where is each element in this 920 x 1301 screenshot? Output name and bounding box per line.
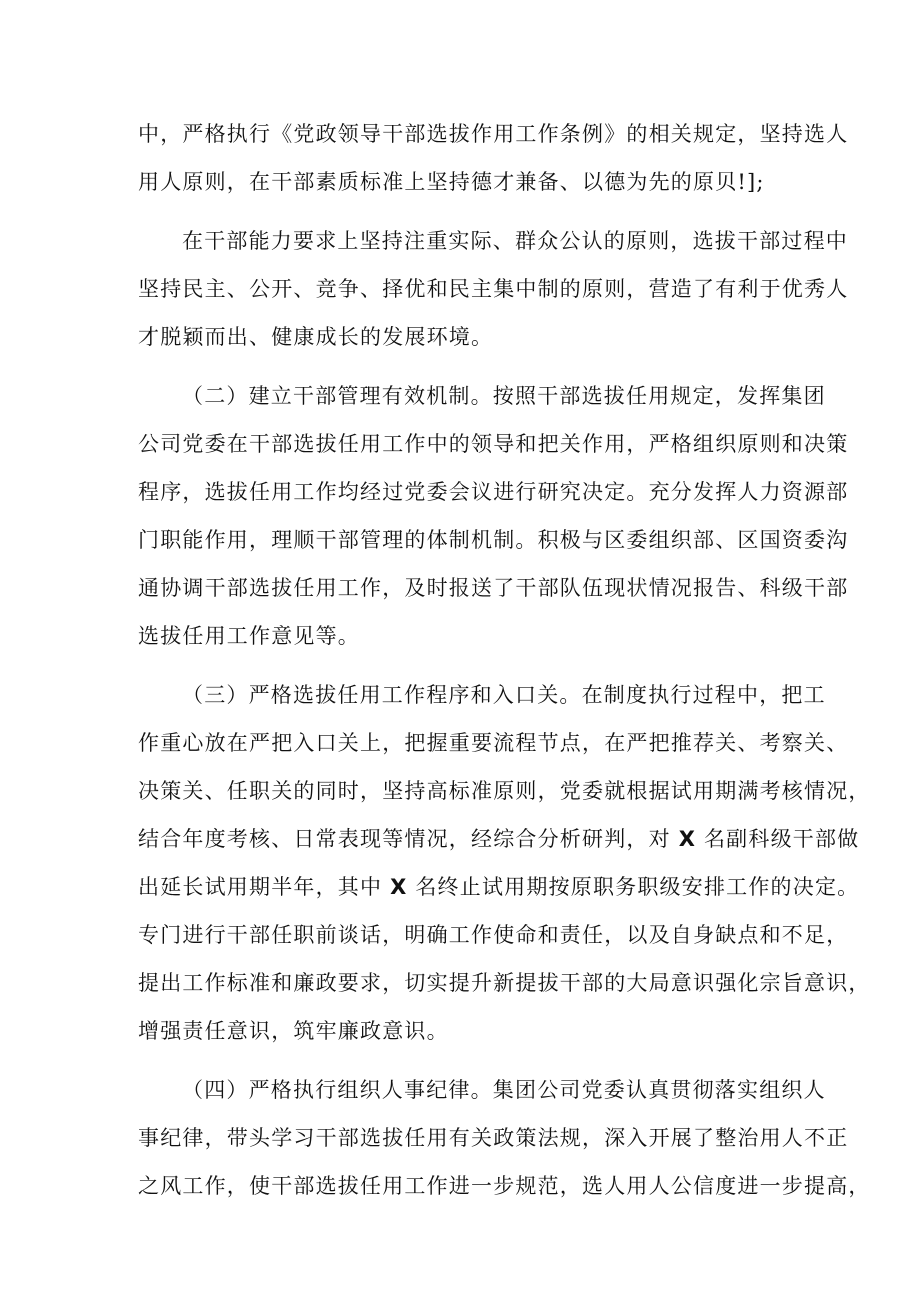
text-line: （四）严格执行组织人事纪律。集团公司党委认真贯彻落实组织人 bbox=[182, 1078, 826, 1102]
placeholder-count: X bbox=[678, 827, 697, 851]
text-line: 公司党委在干部选拔任用工作中的领导和把关作用，严格组织原则和决策 bbox=[138, 432, 849, 456]
text-line: 之风工作，使干部选拔任用工作进一步规范，选人用人公信度进一步提高， bbox=[138, 1174, 871, 1198]
text-line: （三）严格选拔任用工作程序和入口关。在制度执行过程中，把工 bbox=[182, 683, 826, 707]
text-line: 提出工作标准和廉政要求，切实提升新提拔干部的大局意识强化宗旨意识， bbox=[138, 971, 871, 995]
text-line: 在干部能力要求上坚持注重实际、群众公认的原则，选拔干部过程中 bbox=[182, 229, 848, 253]
document-body bbox=[138, 110, 871, 1210]
text-line: 专门进行干部任职前谈话，明确工作使命和责任，以及自身缺点和不足， bbox=[138, 923, 849, 947]
text-line: 坚持民主、公开、竞争、择优和民主集中制的原则，营造了有利于优秀人 bbox=[138, 277, 849, 301]
text-line: 决策关、任职关的同时，坚持高标准原则，党委就根据试用期满考核情况， bbox=[138, 779, 871, 803]
text-segment: 名副科级干部做 bbox=[696, 827, 860, 851]
text-line: 增强责任意识，筑牢廉政意识。 bbox=[138, 1019, 449, 1043]
paragraph-4 bbox=[138, 671, 871, 1055]
text-line bbox=[138, 815, 860, 863]
paragraph-3 bbox=[138, 372, 849, 660]
placeholder-count: X bbox=[390, 875, 408, 899]
text-segment: 结合年度考核、日常表现等情况，经综合分析研判，对 bbox=[138, 827, 679, 851]
text-line: 程序，选拔任用工作均经过党委会议进行研究决定。充分发挥人力资源部 bbox=[138, 480, 849, 504]
text-line: 中，严格执行《党政领导干部选拔作用工作条例》的相关规定，坚持选人 bbox=[138, 122, 849, 146]
paragraph-2 bbox=[138, 217, 849, 361]
paragraph-5 bbox=[138, 1066, 871, 1210]
text-line bbox=[138, 863, 860, 911]
text-line: 用人原则，在干部素质标准上坚持德才兼备、以德为先的原贝!]; bbox=[138, 170, 765, 194]
text-line: 通协调干部选拔任用工作，及时报送了干部队伍现状情况报告、科级干部 bbox=[138, 576, 849, 600]
text-line: 才脱颖而出、健康成长的发展环境。 bbox=[138, 325, 494, 349]
text-line: 门职能作用，理顺干部管理的体制机制。积极与区委组织部、区国资委沟 bbox=[138, 528, 849, 552]
text-line: 事纪律，带头学习干部选拔任用有关政策法规，深入开展了整治用人不正 bbox=[138, 1126, 849, 1150]
text-line: （二）建立干部管理有效机制。按照干部选拔任用规定，发挥集团 bbox=[182, 384, 826, 408]
text-line: 选拔任用工作意见等。 bbox=[138, 624, 360, 648]
text-segment: 名终止试用期按原职务职级安排工作的决定。 bbox=[407, 875, 860, 899]
text-segment: 出延长试用期半年，其中 bbox=[138, 875, 391, 899]
paragraph-1 bbox=[138, 110, 849, 206]
text-line: 作重心放在严把入口关上，把握重要流程节点，在严把推荐关、考察关、 bbox=[138, 731, 849, 755]
